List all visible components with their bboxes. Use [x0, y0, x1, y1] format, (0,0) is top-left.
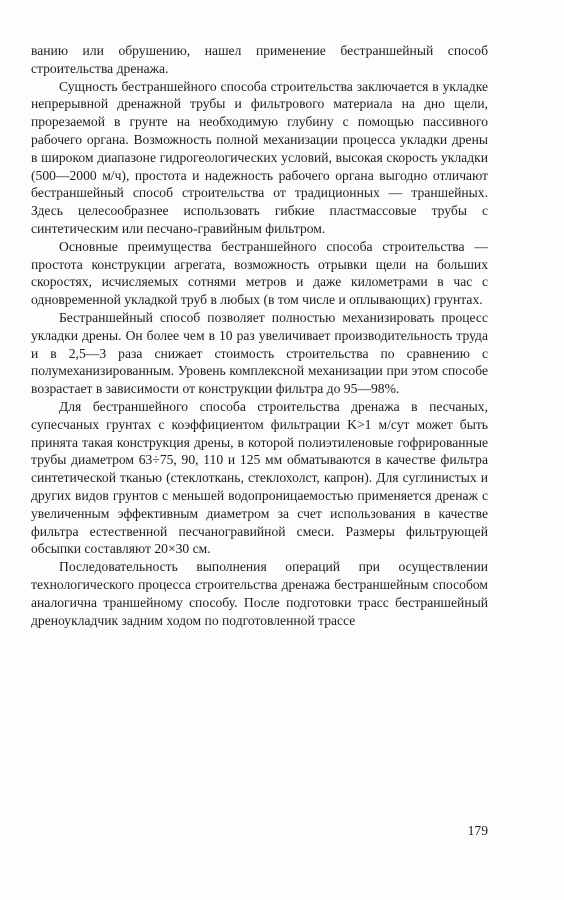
paragraph-1-continuation: ванию или обрушению, нашел применение бестраншейный способ строительства дренажа.: [31, 43, 488, 76]
body-text: [31, 42, 488, 629]
paragraph-5: Для бестраншейного способа строительства дренажа в песчаных, супесчаных грунтах с коэффициентом фильтрации K>1 м/сут может быть принята такая конструкция дрены, в которой полиэтиленовые гофрированные трубы диаметром 63÷75, 90, 110 и 125 мм обматываются в качестве фильтра синтетической тканью (стеклоткань, стеклохолст, капрон). Для суглинистых и других видов грунтов с меньшей водопроницаемостью применяется дренаж с увеличенным эффективным диаметром за счет использования в качестве фильтра естественной песчаногравийной смеси. Размеры фильтрующей обсыпки составляют 20×30 см.: [31, 398, 488, 557]
paragraph-6: Последовательность выполнения операций при осуществлении технологического процесса строительства дренажа бестраншейным способом аналогична траншейному способу. После подготовки трасс бестраншейный дреноукладчик задним ходом по подготовленной трассе: [31, 559, 488, 628]
page-number: 179: [467, 823, 488, 838]
paragraph-3: Основные преимущества бестраншейного способа строительства — простота конструкции агрегата, возможность отрывки щели на больших скоростях, исчисляемых сотнями метров и даже километрами в час с одновременной укладкой труб в любых (в том числе и оплывающих) грунтах.: [31, 238, 488, 308]
paragraph-4: Бестраншейный способ позволяет полностью механизировать процесс укладки дрены. Он более чем в 10 раз увеличивает производительность труда и в 2,5—3 раза снижает стоимость строительства по сравнению с полумеханизированным. Уровень комплексной механизации при этом способе возрастает в зависимости от конструкции фильтра до 95—98%.: [31, 309, 488, 397]
paragraph-2: Сущность бестраншейного способа строительства заключается в укладке непрерывной дренажной трубы и фильтрового материала на дно щели, прорезаемой в грунте на необходимую глубину с помощью пассивного рабочего органа. Возможность полной механизации процесса укладки дрены в широком диапазоне гидрогеологических условий, высокая скорость укладки (500—2000 м/ч), простота и надежность рабочего органа выгодно отличают бестраншейный способ строительства от традиционных — траншейных. Здесь целесообразнее использовать гибкие пластмассовые трубы с синтетическим или песчано-гравийным фильтром.: [31, 78, 488, 236]
